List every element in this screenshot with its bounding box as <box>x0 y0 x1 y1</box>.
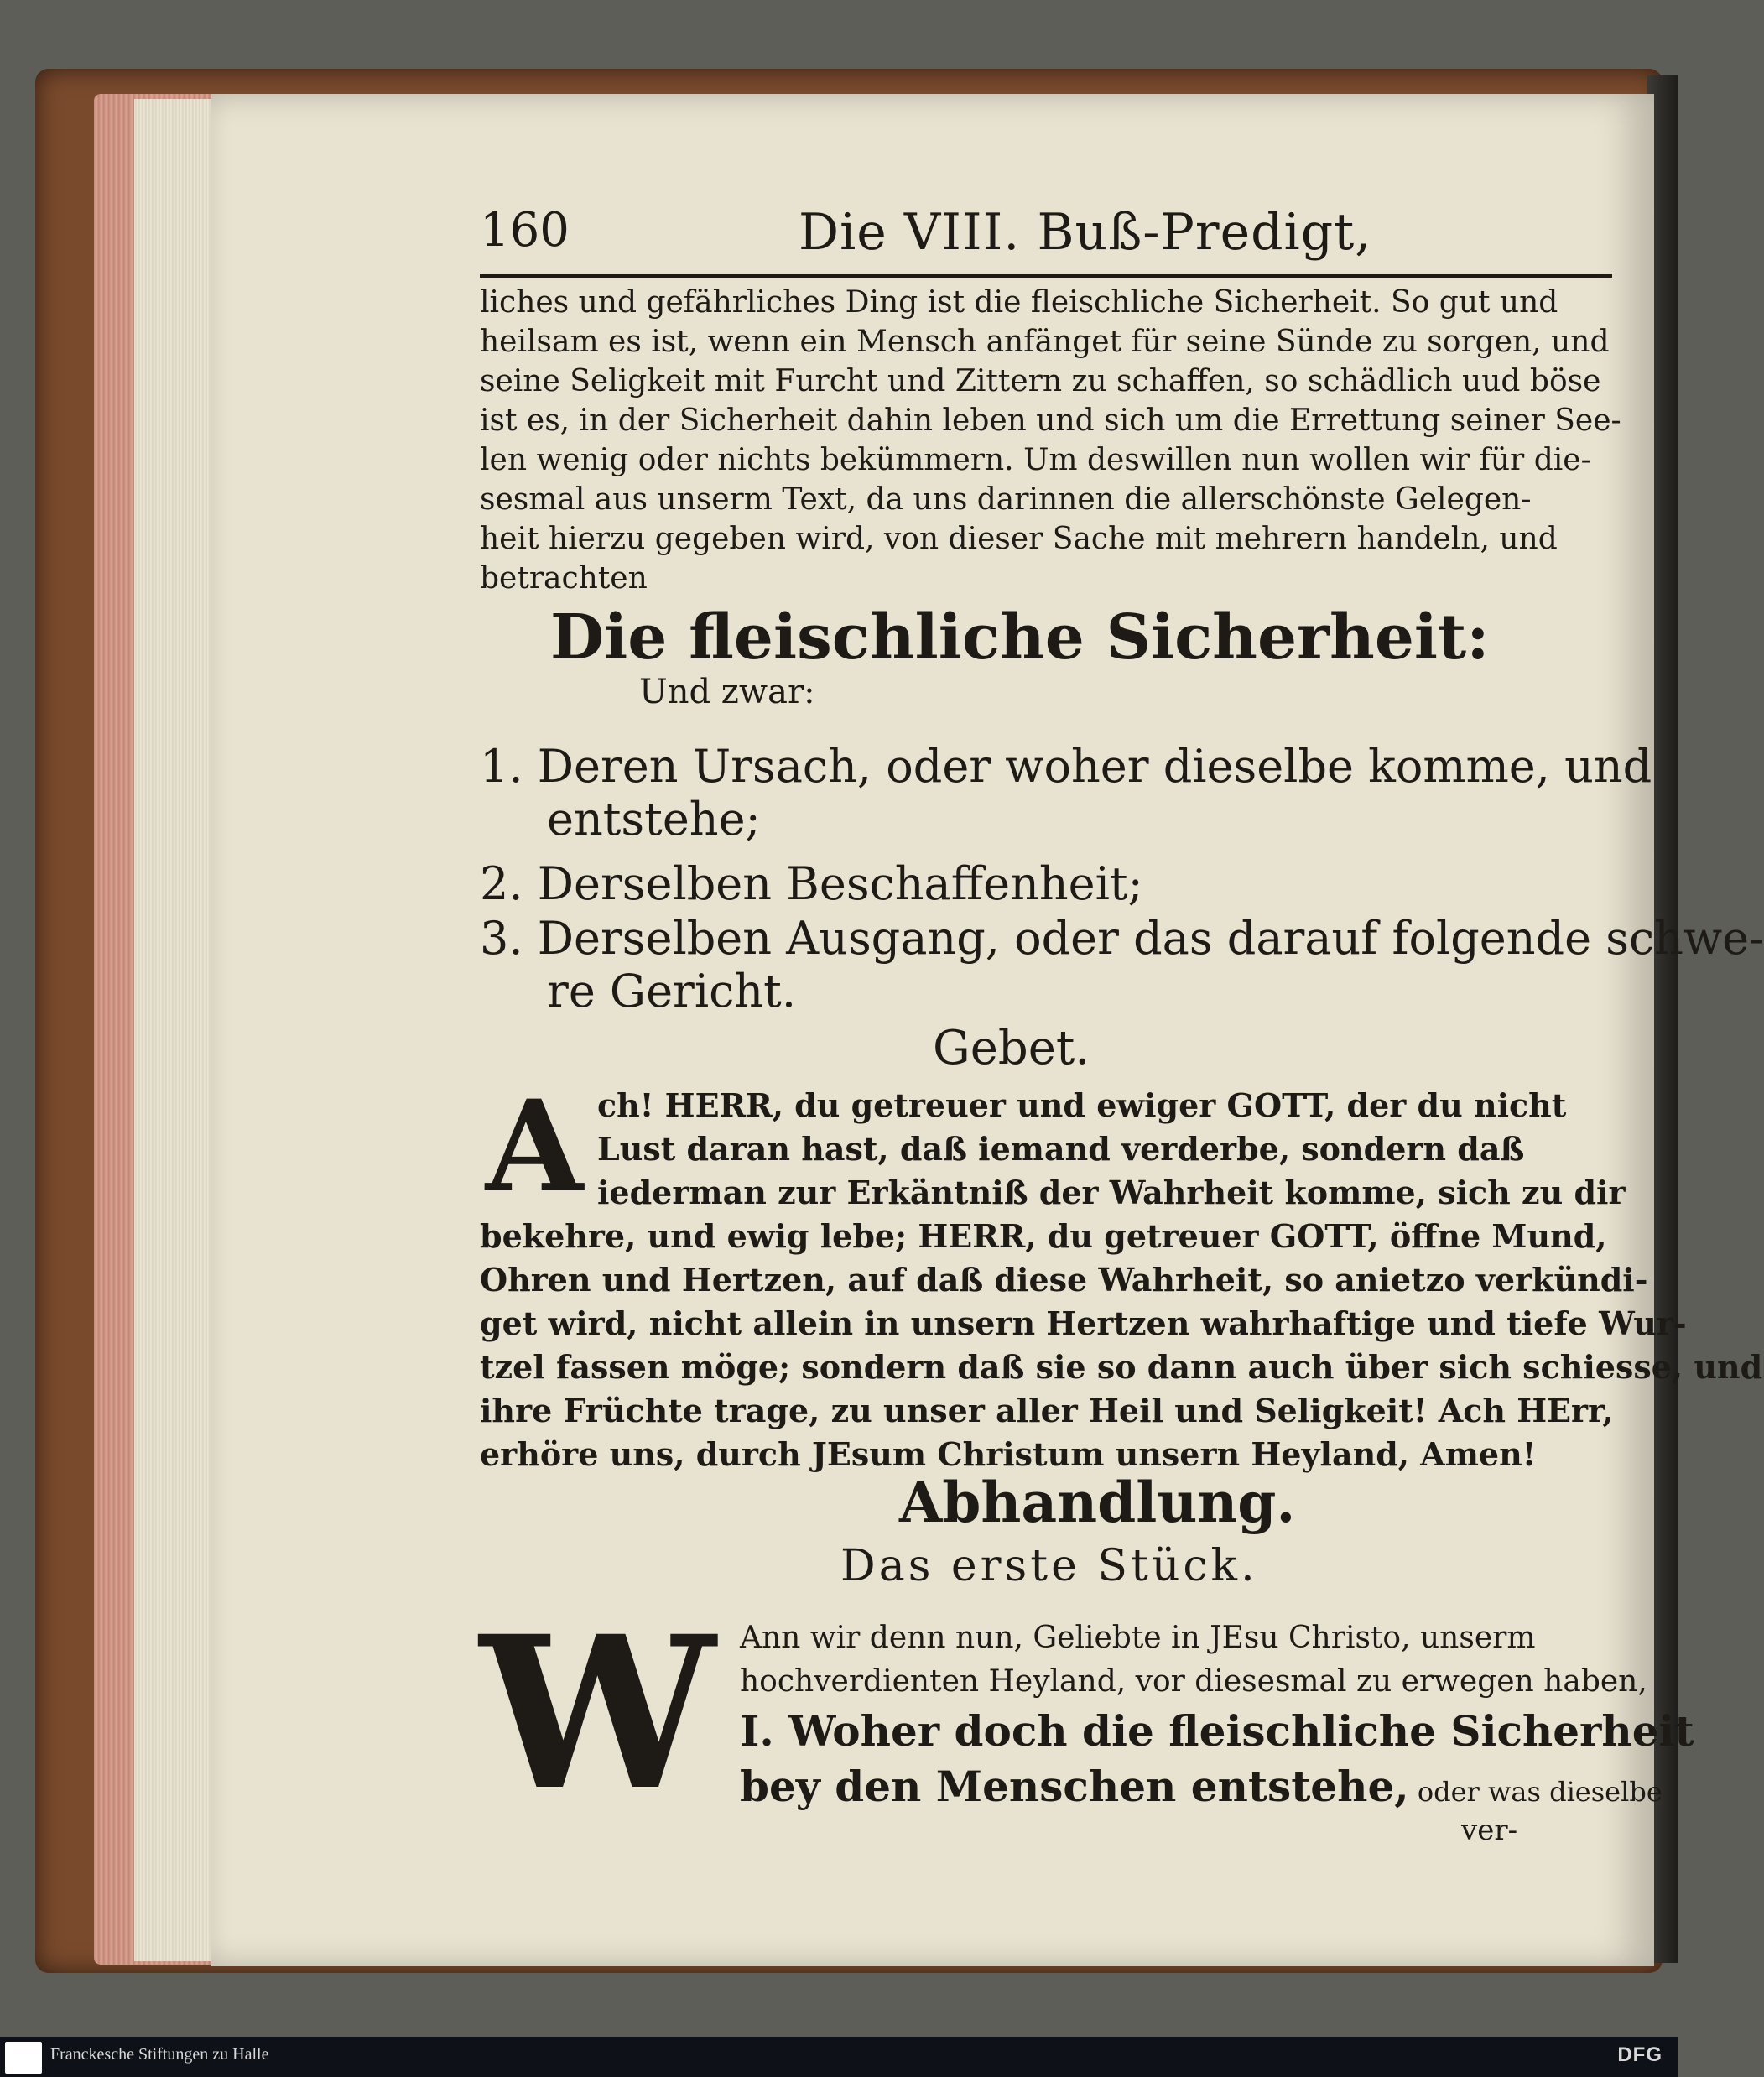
section-body <box>740 1616 1694 1814</box>
text-block <box>480 94 1764 1966</box>
prayer-initial: A <box>485 1073 584 1221</box>
paragraph-line: heit hierzu gegeben wird, von dieser Sache mit mehrern handeln, und <box>480 522 1558 556</box>
body-line: hochverdienten Heyland, vor diesesmal zu erwegen haben, <box>740 1664 1647 1699</box>
paragraph-line: heilsam es ist, wenn ein Mensch anfänget für seine Sünde zu sorgen, und <box>480 325 1610 359</box>
outline-item-3 <box>480 912 1764 1018</box>
body-line: Ann wir denn nun, Geliebte in JEsu Christo, unserm <box>740 1621 1536 1655</box>
institution-logo-icon <box>5 2042 42 2074</box>
outline-number: 1. <box>480 740 523 793</box>
outline-item-2 <box>480 857 1143 910</box>
outline-text: Deren Ursach, oder woher dieselbe komme, und <box>537 740 1652 793</box>
catchword: ver- <box>1461 1814 1518 1847</box>
body-continuation: oder was dieselbe <box>1408 1776 1663 1808</box>
outline-text: Derselben Beschaffenheit; <box>537 857 1143 910</box>
dfg-logo: DFG <box>1617 2043 1663 2066</box>
section-initial: W <box>480 1590 715 1836</box>
outline-number: 2. <box>480 857 523 910</box>
running-head: Die VIII. Buß-Predigt, <box>799 203 1372 262</box>
prayer-line: iederman zur Erkäntniß der Wahrheit komme, sich zu dir <box>597 1174 1626 1211</box>
prayer-heading: Gebet. <box>933 1021 1090 1075</box>
header-rule <box>480 274 1612 278</box>
body-line-mixed <box>740 1759 1663 1814</box>
sermon-title: Die fleischliche Sicherheit: <box>550 601 1490 674</box>
paragraph-line: ist es, in der Sicherheit dahin leben und sich um die Errettung seiner See- <box>480 403 1621 438</box>
outline-text-continued: re Gericht. <box>547 965 796 1018</box>
page-number: 160 <box>480 203 570 258</box>
und-zwar-label: Und zwar: <box>639 673 815 711</box>
outline-text: Derselben Ausgang, oder das darauf folgende schwe- <box>537 912 1764 965</box>
paragraph-line: liches und gefährliches Ding ist die fleischliche Sicherheit. So gut und <box>480 285 1558 320</box>
prayer-line: erhöre uns, durch JEsum Christum unsern Heyland, Amen! <box>480 1435 1537 1473</box>
prayer-line: Lust daran hast, daß iemand verderbe, sondern daß <box>597 1130 1525 1168</box>
paragraph-line: sesmal aus unserm Text, da uns darinnen die allerschönste Gelegen- <box>480 482 1532 517</box>
institution-name: Franckesche Stiftungen zu Halle <box>50 2045 269 2064</box>
book-page <box>211 94 1764 1966</box>
paragraph-line: betrachten <box>480 561 648 596</box>
section-heading: Abhandlung. <box>899 1470 1296 1535</box>
prayer-line: tzel fassen möge; sondern daß sie so dann auch über sich schiesse, und <box>480 1348 1763 1386</box>
viewer-footer <box>0 2037 1678 2077</box>
paragraph-line: seine Seligkeit mit Furcht und Zittern zu schaffen, so schädlich uud böse <box>480 364 1601 398</box>
prayer-line: ihre Früchte trage, zu unser aller Heil und Seligkeit! Ach HErr, <box>480 1392 1614 1429</box>
prayer-line: Ohren und Hertzen, auf daß diese Wahrheit, so anietzo verkündi- <box>480 1261 1648 1299</box>
outline-text-continued: entstehe; <box>547 793 761 846</box>
body-emphasis: bey den Menschen entstehe, <box>740 1762 1409 1811</box>
section-subheading: Das erste Stück. <box>840 1541 1258 1591</box>
prayer-line: get wird, nicht allein in unsern Hertzen wahrhaftige und tiefe Wur- <box>480 1304 1687 1342</box>
paragraph-line: len wenig oder nichts bekümmern. Um deswillen nun wollen wir für die- <box>480 443 1591 477</box>
outline-item-1 <box>480 740 1652 846</box>
page-header <box>480 203 1755 270</box>
prayer-line: ch! HERR, du getreuer und ewiger GOTT, der du nicht <box>597 1086 1567 1124</box>
intro-paragraph <box>480 283 1621 598</box>
page-edges-stack <box>134 99 218 1961</box>
prayer-text <box>480 1084 1763 1476</box>
body-line-emphasis: I. Woher doch die fleischliche Sicherheit <box>740 1706 1694 1756</box>
outline-number: 3. <box>480 912 523 965</box>
prayer-line: bekehre, und ewig lebe; HERR, du getreuer GOTT, öffne Mund, <box>480 1217 1607 1255</box>
